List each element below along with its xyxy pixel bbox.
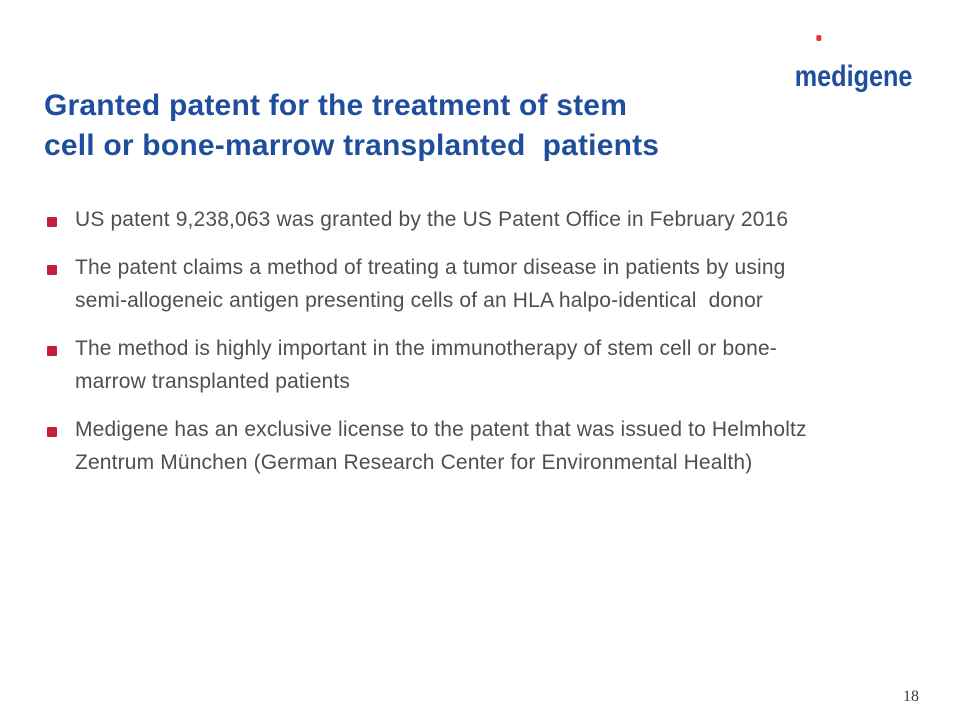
title-line-2: cell or bone-marrow transplanted patients (44, 129, 660, 162)
bullet-line: Medigene has an exclusive license to the patent that was issued to Helmholtz (75, 418, 807, 441)
bullet-square-icon (47, 427, 57, 437)
list-item (47, 413, 905, 479)
bullet-line: US patent 9,238,063 was granted by the US Patent Office in February 2016 (75, 208, 789, 231)
list-item (47, 203, 905, 236)
list-item (47, 332, 905, 398)
bullet-text (75, 332, 777, 398)
logo-text: medigene (794, 60, 912, 93)
bullet-line: Zentrum München (German Research Center for Environmental Health) (75, 451, 753, 474)
bullet-square-icon (47, 217, 57, 227)
list-item (47, 251, 905, 317)
bullet-line: semi-allogeneic antigen presenting cells of an HLA halpo-identical donor (75, 289, 764, 312)
bullet-line: The method is highly important in the immunotherapy of stem cell or bone- (75, 337, 777, 360)
logo-i-dot-icon (815, 35, 820, 42)
bullet-text (75, 251, 785, 317)
bullet-line: The patent claims a method of treating a tumor disease in patients by using (75, 256, 786, 279)
title-line-1: Granted patent for the treatment of stem (44, 89, 628, 122)
bullet-line: marrow transplanted patients (75, 370, 351, 393)
bullet-text (75, 203, 788, 236)
bullet-text (75, 413, 807, 479)
bullet-square-icon (47, 346, 57, 356)
bullet-list (47, 203, 905, 494)
medigene-logo (766, 32, 912, 152)
slide-page-number: 18 (903, 688, 919, 705)
bullet-square-icon (47, 265, 57, 275)
page-title (44, 86, 659, 166)
